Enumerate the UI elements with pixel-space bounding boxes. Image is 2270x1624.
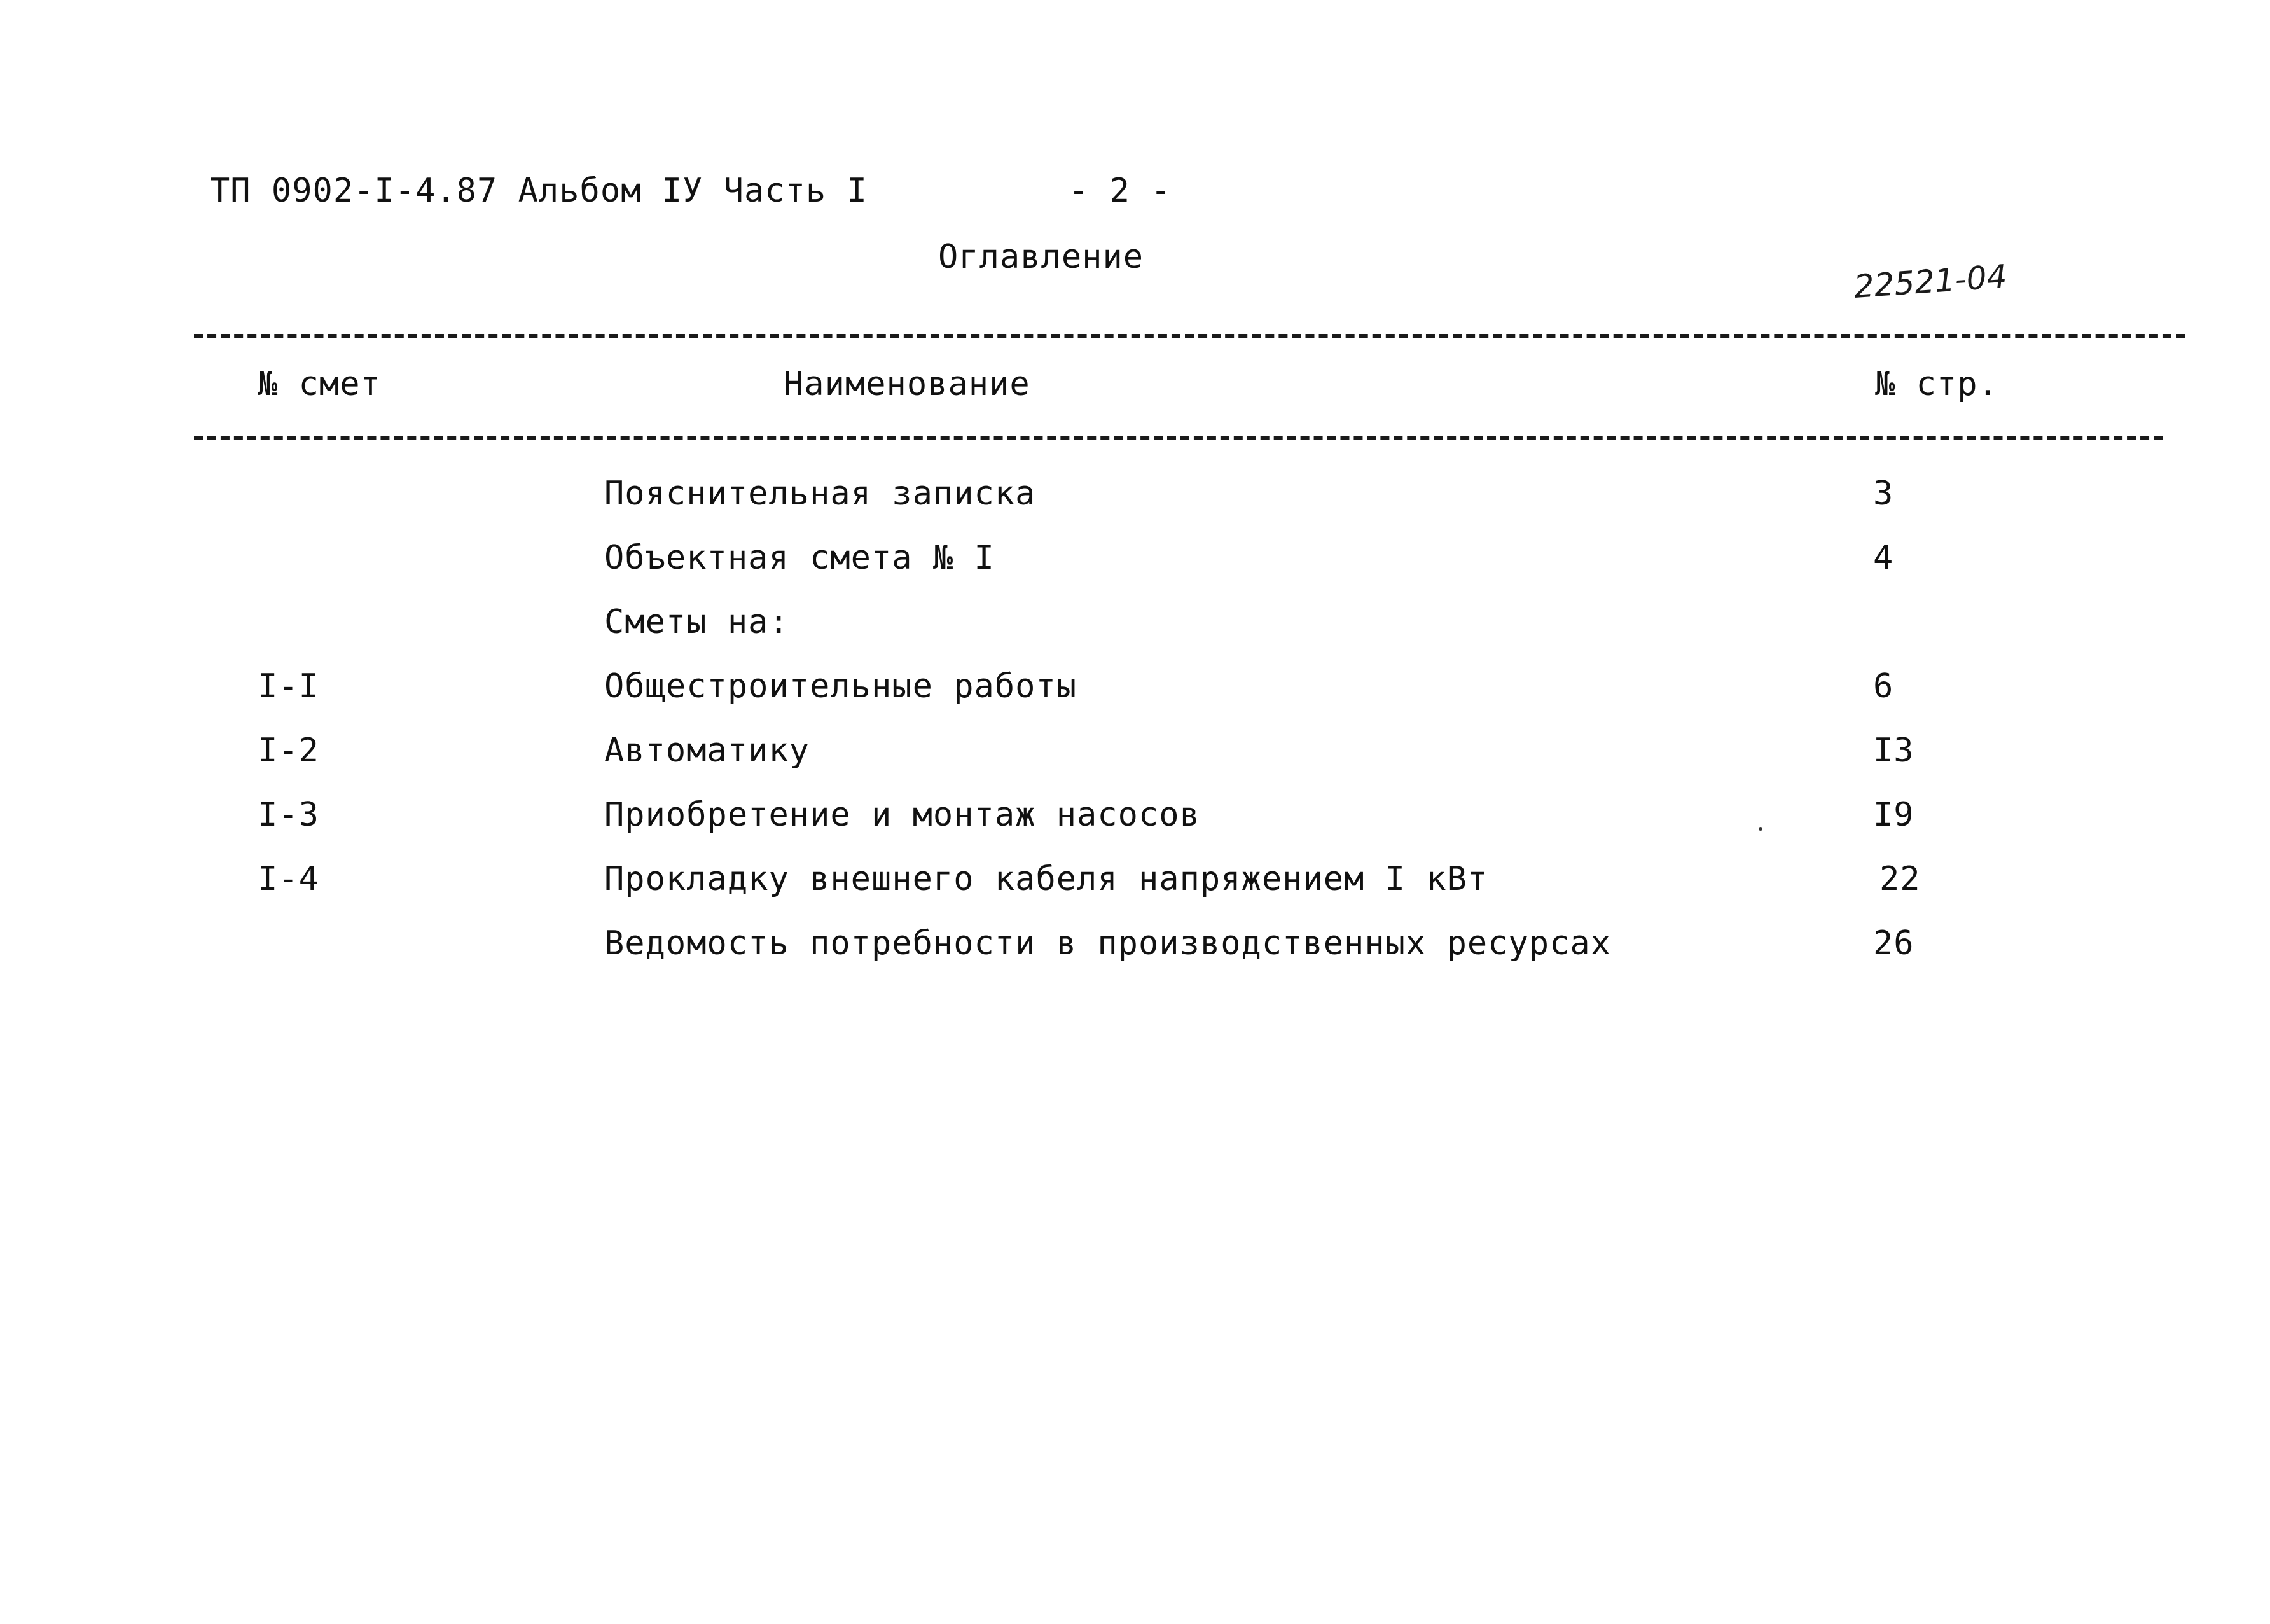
row-page-number: 6: [1873, 667, 1894, 705]
document-code: ТП 0902-I-4.87 Альбом IУ Часть I: [210, 172, 868, 210]
row-page-number: 22: [1879, 860, 1921, 898]
table-row: [0, 667, 2270, 708]
table-row: [0, 541, 2270, 580]
row-page-number: I9: [1873, 796, 1914, 834]
row-name: Общестроительные работы: [604, 667, 1077, 705]
row-name: Приобретение и монтаж насосов: [604, 796, 1200, 834]
column-header-page-number: № стр.: [1875, 365, 1998, 403]
table-header-rule: [194, 436, 2163, 440]
row-page-number: 3: [1873, 475, 1894, 513]
table-top-rule: [194, 334, 2185, 338]
row-name: Автоматику: [604, 732, 810, 770]
table-row: [0, 477, 2270, 515]
row-name: Сметы на:: [604, 603, 789, 641]
column-header-estimate-number: № смет: [258, 365, 381, 403]
row-page-number: I3: [1873, 732, 1914, 770]
row-name: Объектная смета № I: [604, 539, 995, 577]
page-number: - 2 -: [1069, 172, 1172, 210]
row-estimate-number: I-I: [258, 667, 319, 705]
row-estimate-number: I-2: [258, 732, 319, 770]
row-estimate-number: I-3: [258, 796, 319, 834]
scan-speck: [1759, 827, 1762, 831]
row-estimate-number: I-4: [258, 860, 319, 898]
table-row: [0, 924, 2270, 965]
row-page-number: 26: [1873, 924, 1914, 962]
row-name: Ведомость потребности в производственных ресурсах: [604, 924, 1612, 962]
column-header-name: Наименование: [784, 365, 1030, 403]
row-page-number: 4: [1873, 539, 1894, 577]
table-row: [0, 603, 2270, 644]
row-name: Пояснительная записка: [604, 475, 1036, 513]
table-row: [0, 860, 2270, 901]
page-title: Оглавление: [938, 238, 1144, 276]
handwritten-stamp: 22521-04: [1852, 258, 2009, 305]
table-row: [0, 798, 2270, 836]
row-name: Прокладку внешнего кабеля напряжением I кВт: [604, 860, 1488, 898]
table-row: [0, 734, 2270, 772]
